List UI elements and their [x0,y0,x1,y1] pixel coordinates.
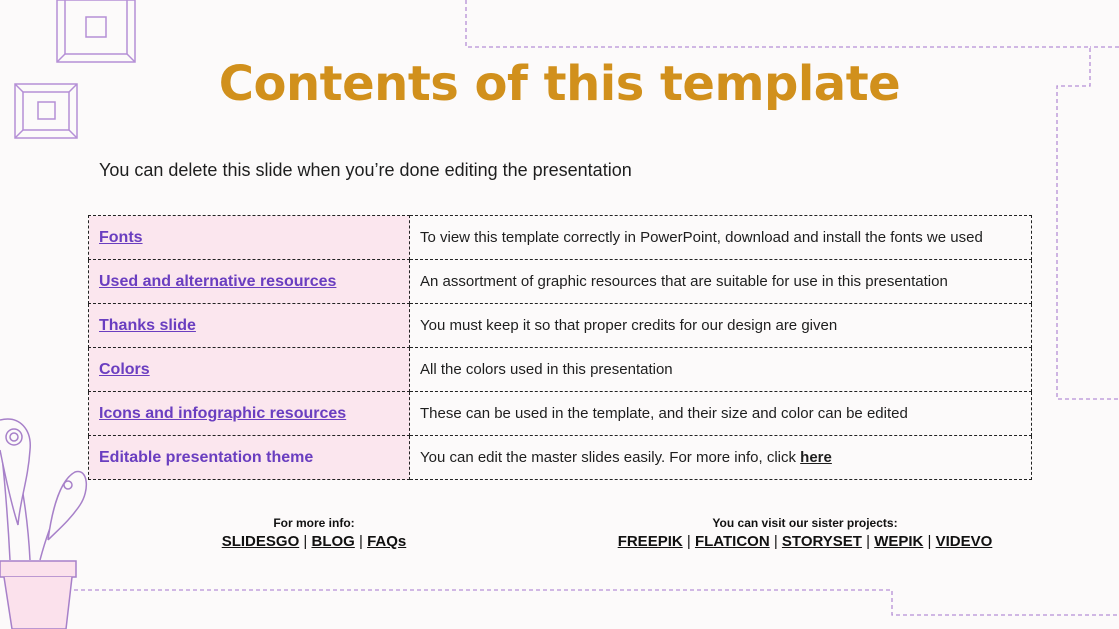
separator: | [359,533,363,550]
footer-right-heading: You can visit our sister projects: [712,516,898,530]
row-description: All the colors used in this presentation [410,348,1032,392]
row-description: An assortment of graphic resources that are suitable for use in this presentation [410,260,1032,304]
footer-left-links [214,533,414,550]
separator: | [303,533,308,550]
separator: | [866,533,871,550]
separator: | [773,533,778,550]
editable-theme-label [89,436,410,480]
contents-table [88,215,1032,480]
row-label[interactable]: Used and alternative resources [99,272,337,290]
table-row [89,348,1032,392]
row-description: To view this template correctly in PowerPoint, download and install the fonts we used [410,216,1032,260]
table-row [89,216,1032,260]
colors-link[interactable] [89,348,410,392]
page-title: Contents of this template [218,56,901,112]
footer-sister-projects [600,516,1010,550]
footer-left-heading: For more info: [273,516,355,530]
table-row [89,392,1032,436]
here-link[interactable]: here [800,449,832,466]
thanks-slide-link[interactable] [89,304,410,348]
subtitle: You can delete this slide when you’re done editing the presentation [99,160,632,180]
row-label: Editable presentation theme [99,448,314,466]
faqs-link[interactable]: FAQs [367,533,407,550]
videvo-link[interactable]: VIDEVO [935,533,993,550]
row-description: These can be used in the template, and their size and color can be edited [410,392,1032,436]
footer-right-links [600,533,1010,550]
row-label[interactable]: Icons and infographic resources [99,404,347,422]
fonts-link[interactable] [89,216,410,260]
resources-link[interactable] [89,260,410,304]
icons-link[interactable] [89,392,410,436]
plant-pot-icon [0,419,86,629]
freepik-link[interactable]: FREEPIK [617,533,683,550]
footer-more-info [214,516,414,550]
row-description [410,436,1032,480]
separator: | [686,533,691,550]
table-row [89,304,1032,348]
row-description: You must keep it so that proper credits for our design are given [410,304,1032,348]
blog-link[interactable]: BLOG [311,533,355,550]
slidesgo-link[interactable]: SLIDESGO [221,533,300,550]
row-label[interactable]: Thanks slide [99,316,196,334]
storyset-link[interactable]: STORYSET [781,533,862,550]
row-label[interactable]: Colors [99,360,150,378]
row-label[interactable]: Fonts [99,228,143,246]
separator: | [927,533,932,550]
flaticon-link[interactable]: FLATICON [694,533,770,550]
dashed-frame-bottom [60,590,1119,615]
row-description-text: You can edit the master slides easily. For more info, click [420,449,801,466]
table-row [89,436,1032,480]
table-row [89,260,1032,304]
wepik-link[interactable]: WEPIK [874,533,924,550]
